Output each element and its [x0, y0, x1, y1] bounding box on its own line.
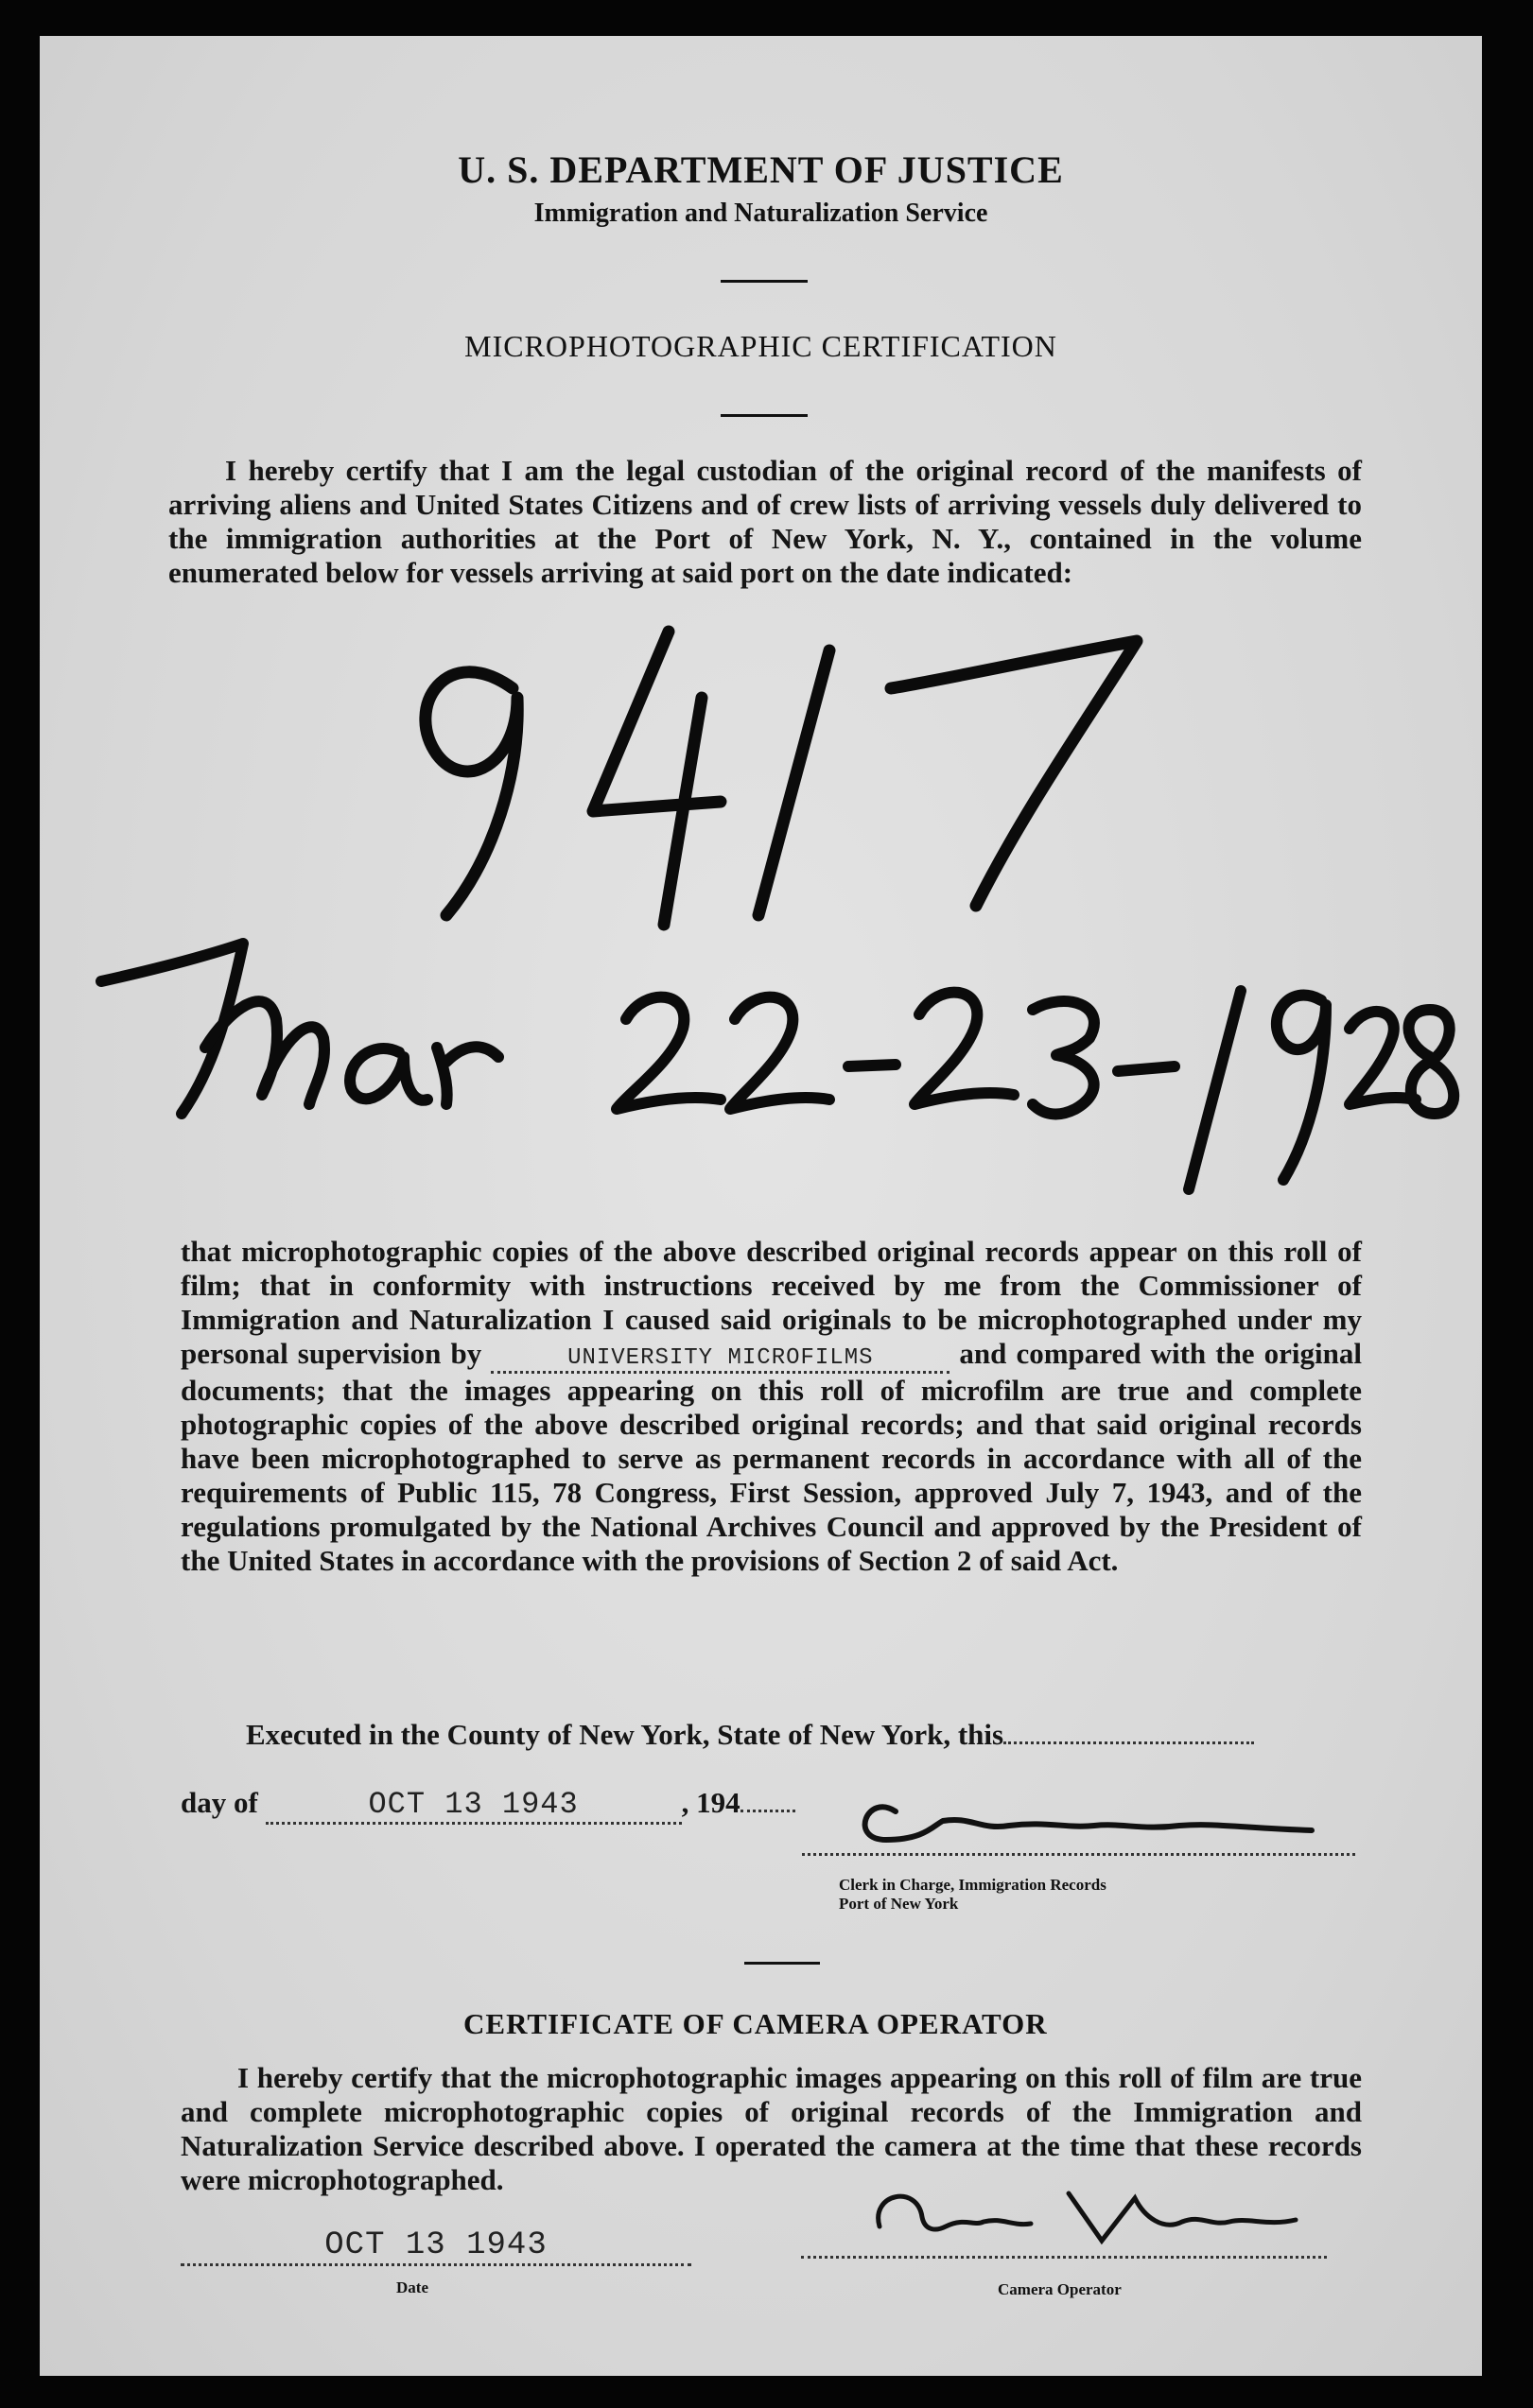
department-title: U. S. DEPARTMENT OF JUSTICE — [458, 148, 1064, 191]
handwritten-volume-number — [426, 632, 1137, 925]
operator-signature-line — [801, 2256, 1327, 2259]
day-of-line: day of OCT 13 1943 , 194 — [181, 1785, 795, 1825]
clerk-signature — [839, 1774, 1368, 1859]
photographer-stamp: UNIVERSITY MICROFILMS — [491, 1346, 949, 1374]
camera-section-title: CERTIFICATE OF CAMERA OPERATOR — [463, 2007, 1048, 2040]
divider — [744, 1962, 820, 1965]
handwritten-entries — [40, 36, 1482, 1218]
operator-signature-scribble — [851, 2174, 1343, 2260]
intro-paragraph: I hereby certify that I am the legal custodian of the original record of the manifests of arriving aliens and United States Citizens and of crew lists of arriving vessels duly delivered to the immigration authorities at the Port of New York, N. Y., contained in the volume enumerated below for vessels arriving at said port on the date indicated: — [168, 454, 1362, 589]
service-subtitle: Immigration and Naturalization Service — [533, 199, 988, 228]
camera-date-stamp: OCT 13 1943 — [181, 2227, 691, 2266]
operator-signature — [851, 2174, 1343, 2260]
clerk-signature-line — [802, 1853, 1355, 1856]
clerk-signature-scribble — [839, 1774, 1368, 1859]
camera-paragraph: I hereby certify that the microphotographic images appearing on this roll of film are true and complete microphotographic copies of original records of the Immigration and Naturalization Service described above. I operated the camera at the time that these records were microphotographed. — [181, 2061, 1362, 2196]
certificate-sheet — [40, 36, 1482, 2376]
body-paragraph: that microphotographic copies of the above described original records appear on this roll of film; that in conformity with instructions received by me from the Commissioner of Immigration and Naturalization I caused said originals to be microphotographed under my personal supervision by UNIVERSITY MICROFILMS and compared with the original documents; that the images appearing on this roll of microfilm are true and complete photographic copies of the above described original records; and that said original records have been microphotographed to serve as permanent records in accordance with all of the requirements of Public 115, 78 Congress, First Session, approved July 7, 1943, and of the regulations promulgated by the National Archives Council and approved by the President of the United States in accordance with the provisions of Section 2 of said Act. — [181, 1235, 1362, 1577]
clerk-title: Clerk in Charge, Immigration Records Port of New York — [839, 1876, 1106, 1913]
certification-title: MICROPHOTOGRAPHIC CERTIFICATION — [464, 329, 1057, 363]
day-of-date-stamp: OCT 13 1943 — [266, 1788, 682, 1825]
executed-line: Executed in the County of New York, State of New York, this — [246, 1717, 1362, 1752]
date-label: Date — [396, 2278, 428, 2296]
handwritten-date-range — [101, 944, 1454, 1189]
operator-label: Camera Operator — [998, 2280, 1122, 2298]
year-blank — [740, 1785, 795, 1812]
day-blank — [1003, 1717, 1254, 1744]
